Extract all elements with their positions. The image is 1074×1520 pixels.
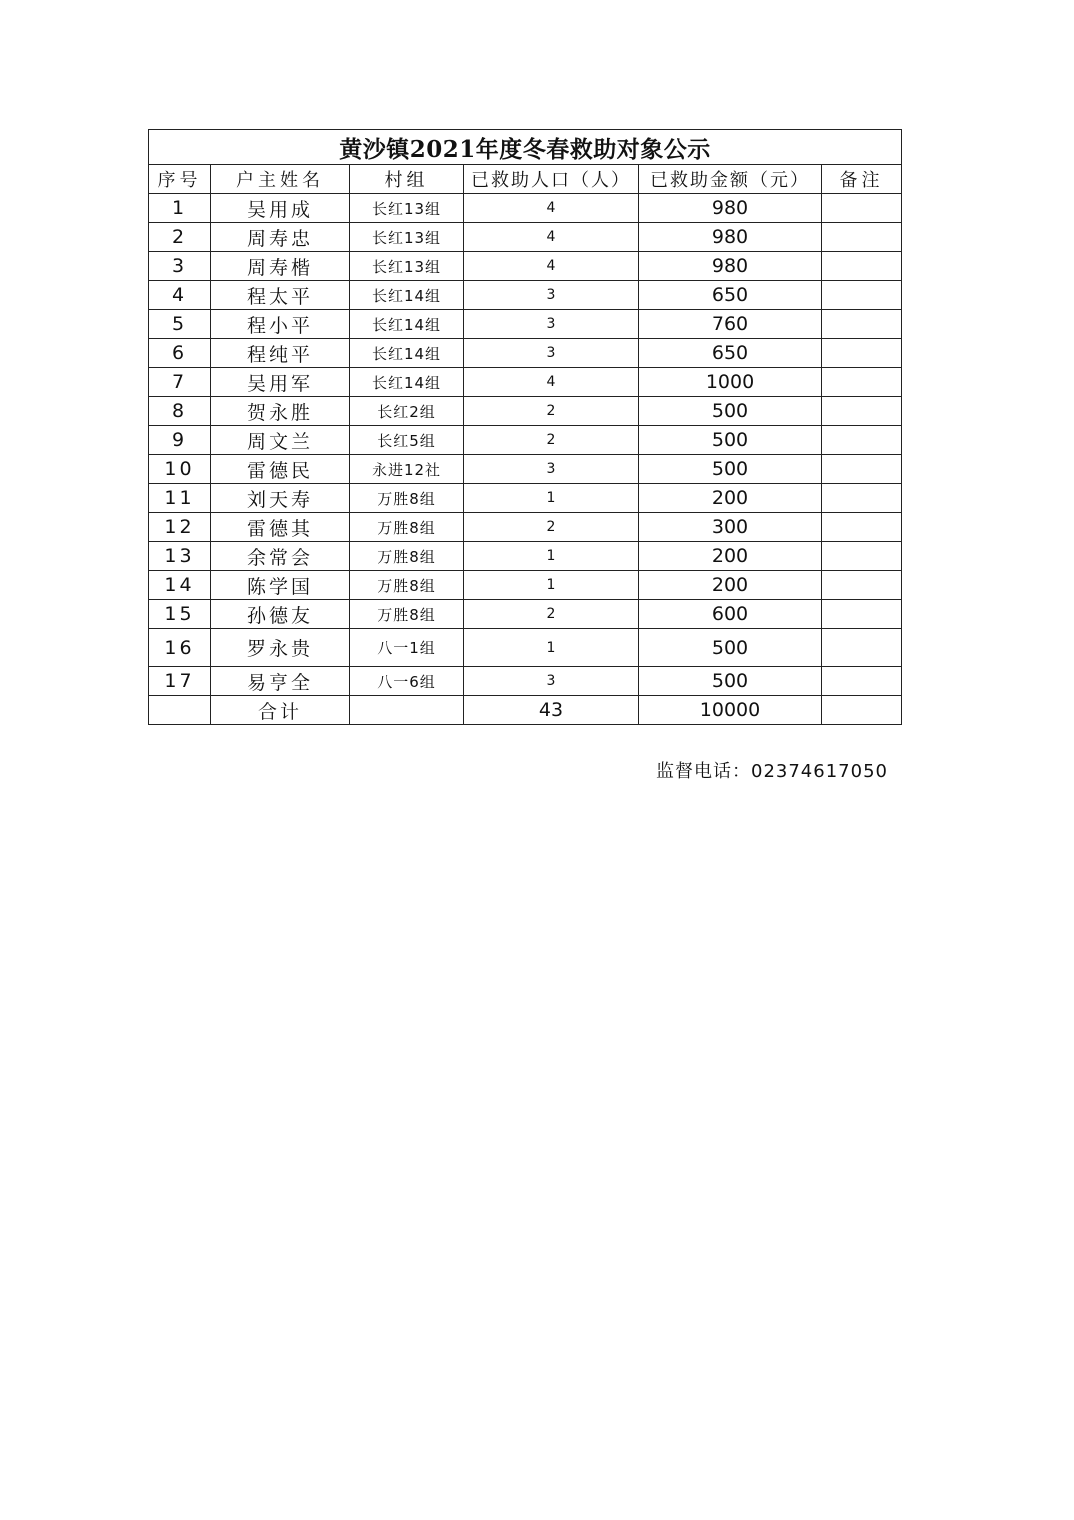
- cell-no: 4: [149, 281, 211, 310]
- cell-note: [822, 339, 902, 368]
- cell-name: 程太平: [211, 281, 350, 310]
- cell-note: [822, 194, 902, 223]
- cell-note: [822, 368, 902, 397]
- cell-note: [822, 252, 902, 281]
- total-no: [149, 696, 211, 725]
- cell-group: 八一1组: [350, 629, 464, 667]
- cell-note: [822, 513, 902, 542]
- total-amount: 10000: [639, 696, 822, 725]
- cell-name: 程纯平: [211, 339, 350, 368]
- cell-name: 周寿忠: [211, 223, 350, 252]
- table-row: [149, 397, 902, 426]
- header-amount: 已救助金额（元）: [639, 165, 822, 194]
- header-row: [149, 165, 902, 194]
- table-row: [149, 194, 902, 223]
- cell-amount: 500: [639, 629, 822, 667]
- cell-amount: 760: [639, 310, 822, 339]
- table-row: [149, 571, 902, 600]
- cell-name: 吴用军: [211, 368, 350, 397]
- cell-no: 16: [149, 629, 211, 667]
- cell-group: 长红14组: [350, 281, 464, 310]
- cell-group: 万胜8组: [350, 484, 464, 513]
- cell-note: [822, 629, 902, 667]
- cell-name: 吴用成: [211, 194, 350, 223]
- table-row: [149, 513, 902, 542]
- cell-note: [822, 281, 902, 310]
- cell-people: 3: [464, 310, 639, 339]
- cell-note: [822, 223, 902, 252]
- table-title: 黄沙镇2021年度冬春救助对象公示: [149, 130, 902, 165]
- cell-amount: 600: [639, 600, 822, 629]
- cell-group: 长红13组: [350, 194, 464, 223]
- cell-name: 罗永贵: [211, 629, 350, 667]
- cell-no: 7: [149, 368, 211, 397]
- cell-no: 8: [149, 397, 211, 426]
- cell-people: 2: [464, 600, 639, 629]
- cell-people: 1: [464, 629, 639, 667]
- table-row: [149, 629, 902, 667]
- cell-no: 10: [149, 455, 211, 484]
- cell-name: 余常会: [211, 542, 350, 571]
- cell-name: 易亨全: [211, 667, 350, 696]
- cell-no: 12: [149, 513, 211, 542]
- cell-group: 长红2组: [350, 397, 464, 426]
- cell-no: 1: [149, 194, 211, 223]
- cell-amount: 980: [639, 252, 822, 281]
- cell-amount: 500: [639, 667, 822, 696]
- table-row: [149, 600, 902, 629]
- cell-amount: 200: [639, 571, 822, 600]
- cell-note: [822, 484, 902, 513]
- cell-amount: 650: [639, 281, 822, 310]
- table-row: [149, 310, 902, 339]
- total-group: [350, 696, 464, 725]
- cell-people: 4: [464, 368, 639, 397]
- total-people: 43: [464, 696, 639, 725]
- cell-amount: 200: [639, 542, 822, 571]
- table-row: [149, 484, 902, 513]
- header-note: 备注: [822, 165, 902, 194]
- cell-note: [822, 455, 902, 484]
- cell-group: 万胜8组: [350, 542, 464, 571]
- cell-group: 万胜8组: [350, 513, 464, 542]
- cell-people: 3: [464, 667, 639, 696]
- cell-name: 雷德民: [211, 455, 350, 484]
- cell-no: 6: [149, 339, 211, 368]
- cell-group: 长红13组: [350, 223, 464, 252]
- cell-name: 程小平: [211, 310, 350, 339]
- cell-amount: 650: [639, 339, 822, 368]
- cell-no: 11: [149, 484, 211, 513]
- cell-people: 3: [464, 339, 639, 368]
- cell-amount: 500: [639, 426, 822, 455]
- cell-people: 1: [464, 484, 639, 513]
- table-row: [149, 455, 902, 484]
- header-people: 已救助人口（人）: [464, 165, 639, 194]
- cell-group: 万胜8组: [350, 571, 464, 600]
- cell-note: [822, 426, 902, 455]
- cell-note: [822, 667, 902, 696]
- cell-note: [822, 310, 902, 339]
- cell-people: 1: [464, 542, 639, 571]
- cell-amount: 500: [639, 397, 822, 426]
- cell-people: 4: [464, 194, 639, 223]
- cell-group: 八一6组: [350, 667, 464, 696]
- table-row: [149, 252, 902, 281]
- cell-amount: 200: [639, 484, 822, 513]
- cell-no: 13: [149, 542, 211, 571]
- table-row: [149, 281, 902, 310]
- cell-name: 贺永胜: [211, 397, 350, 426]
- cell-people: 3: [464, 281, 639, 310]
- cell-no: 14: [149, 571, 211, 600]
- cell-amount: 1000: [639, 368, 822, 397]
- cell-name: 陈学国: [211, 571, 350, 600]
- relief-notice-table: [148, 129, 902, 725]
- cell-amount: 500: [639, 455, 822, 484]
- cell-no: 9: [149, 426, 211, 455]
- cell-no: 17: [149, 667, 211, 696]
- cell-people: 4: [464, 252, 639, 281]
- cell-group: 长红13组: [350, 252, 464, 281]
- cell-people: 1: [464, 571, 639, 600]
- cell-group: 长红5组: [350, 426, 464, 455]
- total-row: [149, 696, 902, 725]
- table-row: [149, 542, 902, 571]
- cell-no: 15: [149, 600, 211, 629]
- cell-name: 刘天寿: [211, 484, 350, 513]
- cell-note: [822, 600, 902, 629]
- cell-note: [822, 397, 902, 426]
- header-name: 户主姓名: [211, 165, 350, 194]
- cell-note: [822, 542, 902, 571]
- cell-no: 2: [149, 223, 211, 252]
- header-no: 序号: [149, 165, 211, 194]
- table-row: [149, 368, 902, 397]
- cell-no: 5: [149, 310, 211, 339]
- cell-group: 长红14组: [350, 339, 464, 368]
- table-row: [149, 667, 902, 696]
- cell-no: 3: [149, 252, 211, 281]
- cell-amount: 980: [639, 194, 822, 223]
- cell-group: 永进12社: [350, 455, 464, 484]
- cell-group: 长红14组: [350, 310, 464, 339]
- cell-name: 周文兰: [211, 426, 350, 455]
- cell-people: 2: [464, 397, 639, 426]
- cell-note: [822, 571, 902, 600]
- table-body: [149, 194, 902, 696]
- cell-people: 2: [464, 513, 639, 542]
- total-note: [822, 696, 902, 725]
- cell-name: 孙德友: [211, 600, 350, 629]
- cell-people: 4: [464, 223, 639, 252]
- supervision-hotline: 监督电话：02374617050: [656, 761, 888, 782]
- cell-name: 周寿楷: [211, 252, 350, 281]
- table-row: [149, 223, 902, 252]
- table-row: [149, 426, 902, 455]
- cell-amount: 980: [639, 223, 822, 252]
- cell-group: 长红14组: [350, 368, 464, 397]
- cell-amount: 300: [639, 513, 822, 542]
- cell-people: 2: [464, 426, 639, 455]
- cell-people: 3: [464, 455, 639, 484]
- total-label: 合计: [211, 696, 350, 725]
- cell-group: 万胜8组: [350, 600, 464, 629]
- cell-name: 雷德其: [211, 513, 350, 542]
- header-group: 村组: [350, 165, 464, 194]
- table-row: [149, 339, 902, 368]
